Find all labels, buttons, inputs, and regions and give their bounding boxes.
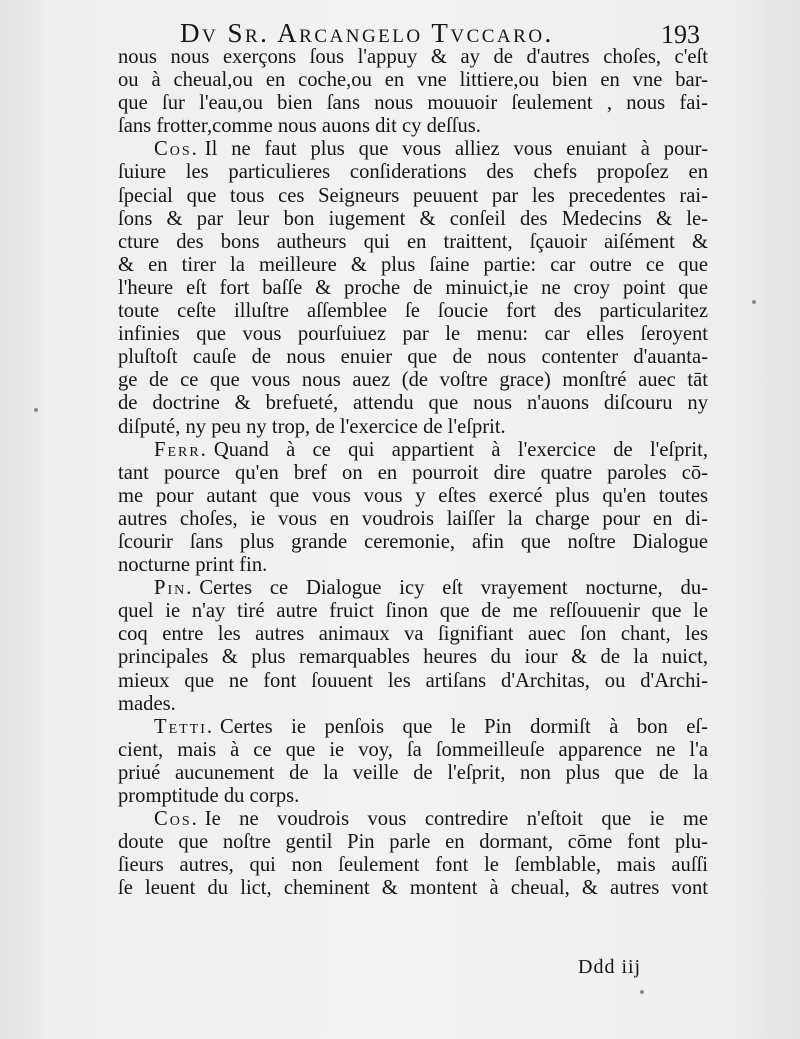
text-line: mades. — [118, 692, 176, 715]
text-line: doute que noſtre gentil Pin parle en dormant, cōme font plu- — [118, 831, 708, 854]
paper-speck — [640, 990, 644, 994]
text-line: ſcourir ſans plus grande ceremonie, afin que noſtre Dialogue — [118, 530, 708, 553]
text-line: ou à cheual,ou en coche,ou en vne littiere,ou bien en vne bar- — [118, 69, 708, 92]
text-line: ſe leuent du lict, cheminent & montent à cheual, & autres vont — [118, 877, 708, 900]
text-line: que ſur l'eau,ou bien ſans nous mouuoir ſeulement , nous fai- — [118, 92, 708, 115]
page-number: 193 — [661, 20, 700, 49]
speaker-name: Pin. — [154, 577, 194, 600]
text-line: ſpecial que tous ces Seigneurs peuuent par les precedentes rai- — [118, 184, 708, 207]
text-line: Cos. Il ne faut plus que vous alliez vous enuiant à pour- — [154, 138, 708, 161]
paper-speck — [34, 408, 38, 412]
text-line: mieux que ne font ſouuent les artiſans d'Architas, ou d'Archi- — [118, 669, 708, 692]
text-line: ſons & par leur bon iugement & conſeil des Medecins & le- — [118, 207, 708, 230]
signature-mark: Ddd iij — [578, 956, 642, 978]
text-line: me pour autant que vous vous y eſtes exercé plus qu'en toutes — [118, 484, 708, 507]
text-line: ſans frotter,comme nous auons dit cy deſſus. — [118, 115, 481, 138]
speaker-name: Cos. — [154, 138, 199, 161]
text-line: Tetti. Certes ie penſois que le Pin dormiſt à bon eſ- — [154, 715, 708, 738]
text-line: toute ceſte illuſtre aſſemblee ſe ſoucie fort des particularitez — [118, 300, 708, 323]
text-line: quel ie n'ay tiré autre fruict ſinon que de me reſſouuenir que le — [118, 600, 708, 623]
text-line: cture des bons autheurs qui en traittent, ſçauoir aiſément & — [118, 230, 708, 253]
text-line: nous nous exerçons ſous l'appuy & ay de d'autres choſes, c'eſt — [118, 46, 708, 68]
text-line: nocturne print fin. — [118, 554, 268, 577]
text-line: & en tirer la meilleure & plus ſaine partie: car outre ce que — [118, 253, 708, 276]
text-line: tant pource qu'en bref on en pourroit dire quatre paroles cō- — [118, 461, 708, 484]
text-line: autres choſes, ie vous en voudrois laiſſer la charge pour en di- — [118, 507, 708, 530]
text-line: principales & plus remarquables heures du iour & de la nuict, — [118, 646, 708, 669]
text-line: ſieurs autres, qui non ſeulement font le ſemblable, mais auſſi — [118, 854, 708, 877]
text-line: diſputé, ny peu ny trop, de l'exercice de l'eſprit. — [118, 415, 506, 438]
text-line: Pin. Certes ce Dialogue icy eſt vrayement nocturne, du- — [154, 577, 708, 600]
paper-speck — [752, 300, 756, 304]
text-line: Cos. Ie ne voudrois vous contredire n'eſtoit que ie me — [154, 808, 708, 831]
text-line: infinies que vous pourſuiuez par le menu: car elles ſeroyent — [118, 323, 708, 346]
text-line: ge de ce que vous nous auez (de voſtre grace) monſtré auec tāt — [118, 369, 708, 392]
text-line: ſuiure les particulieres conſiderations des chefs propoſez en — [118, 161, 708, 184]
text-line: cient, mais à ce que ie voy, ſa ſommeilleuſe apparence ne l'a — [118, 738, 708, 761]
speaker-name: Cos. — [154, 808, 199, 831]
text-line: de doctrine & brefueté, attendu que nous n'auons diſcouru ny — [118, 392, 708, 415]
text-line: Ferr. Quand à ce qui appartient à l'exercice de l'eſprit, — [154, 438, 708, 461]
text-line: promptitude du corps. — [118, 785, 300, 807]
speaker-name: Tetti. — [154, 715, 215, 738]
speaker-name: Ferr. — [154, 438, 208, 461]
text-line: priué aucunement de la veille de l'eſprit, non plus que de la — [118, 761, 708, 784]
text-line: l'heure eſt fort baſſe & proche de minuict,ie ne croy point que — [118, 276, 708, 299]
text-line: pluſtoſt cauſe de nous enuier que de nous contenter d'auanta- — [118, 346, 708, 369]
body-text — [118, 46, 708, 900]
text-line: coq entre les autres animaux va ſignifiant auec ſon chant, les — [118, 623, 708, 646]
running-head: Dv Sr. Arcangelo Tvccaro. — [180, 18, 554, 48]
